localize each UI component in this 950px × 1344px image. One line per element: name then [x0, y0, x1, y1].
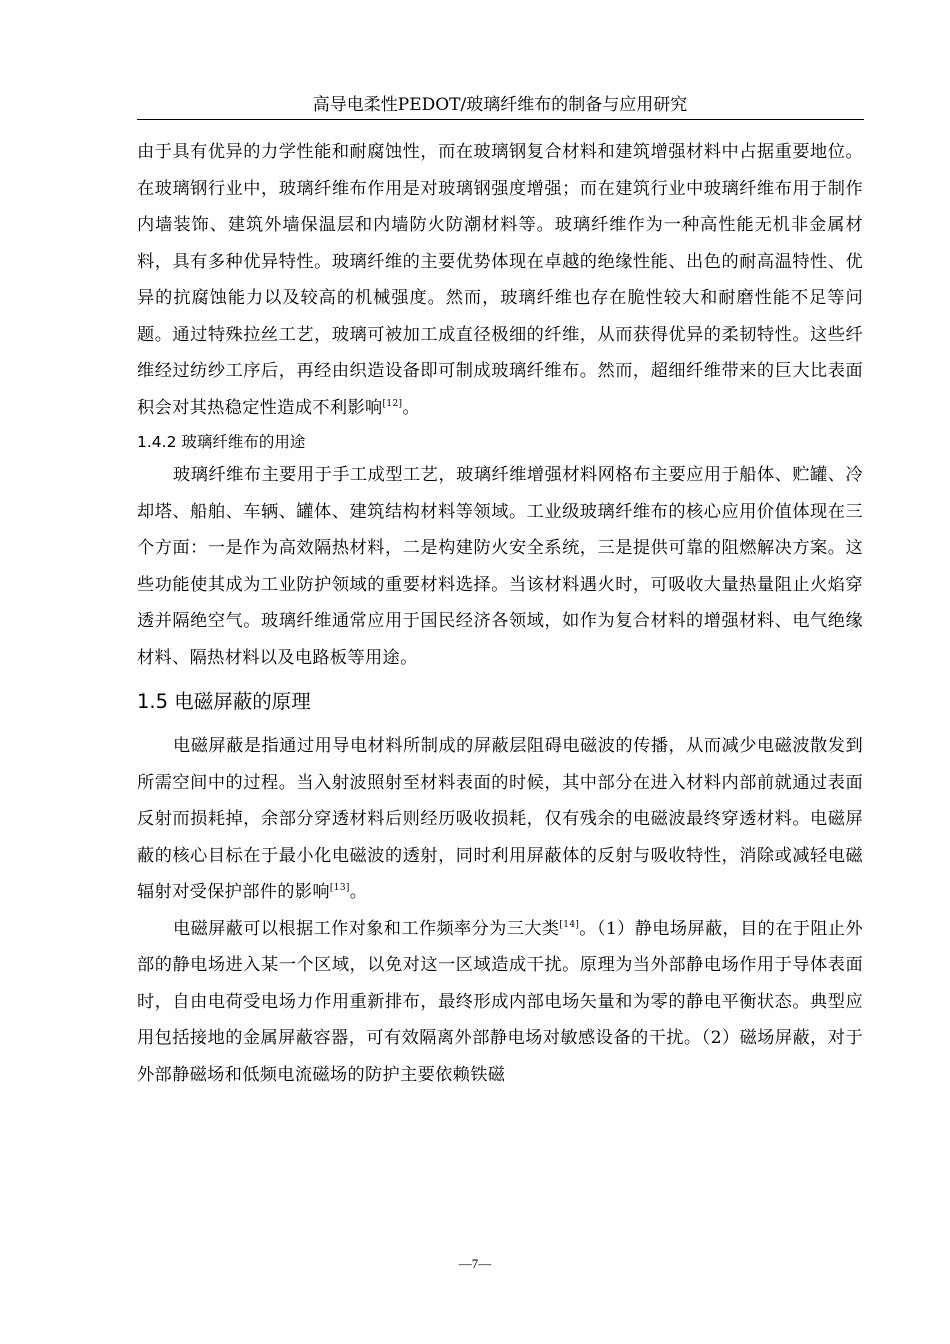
page-number: —7—	[458, 1256, 492, 1271]
paragraph-glass-fiber-properties	[137, 134, 863, 426]
paragraph-shielding-principle	[137, 728, 863, 911]
citation-14: [14]	[559, 919, 580, 930]
body-text	[137, 134, 863, 1093]
section-heading-1-5: 1.5 电磁屏蔽的原理	[137, 690, 311, 713]
paragraph-text: 由于具有优异的力学性能和耐腐蚀性，而在玻璃钢复合材料和建筑增强材料中占据重要地位。在玻璃钢行业中，玻璃纤维布作用是对玻璃钢强度增强；而在建筑行业中玻璃纤维布用于制作内墙装饰、建筑外墙保温层和内墙防火防潮材料等。玻璃纤维作为一种高性能无机非金属材料，具有多种优异特性。玻璃纤维的主要优势体现在卓越的绝缘性能、出色的耐高温特性、优异的抗腐蚀能力以及较高的机械强度。然而，玻璃纤维也存在脆性较大和耐磨性能不足等问题。通过特殊拉丝工艺，玻璃可被加工成直径极细的纤维，从而获得优异的柔韧特性。这些纤维经过纺纱工序后，再经由织造设备即可制成玻璃纤维布。然而，超细纤维带来的巨大比表面积会对其热稳定性造成不利影响	[137, 142, 863, 418]
running-header: 高导电柔性PEDOT/玻璃纤维布的制备与应用研究	[312, 95, 688, 115]
paragraph-end: 。	[402, 397, 420, 418]
paragraph-shielding-types	[137, 911, 863, 1094]
header-rule	[137, 119, 864, 120]
citation-12: [12]	[382, 398, 403, 409]
section-heading-1-4-2: 1.4.2 玻璃纤维布的用途	[137, 433, 306, 451]
paragraph-text: 电磁屏蔽可以根据工作对象和工作频率分为三大类	[173, 918, 560, 939]
paragraph-text-continued: 。（1）静电场屏蔽，目的在于阻止外部的静电场进入某一个区域，以免对这一区域造成干扰。原理为当外部静电场作用于导体表面时，自由电荷受电场力作用重新排布，最终形成内部电场矢量和为零的静电平衡状态。典型应用包括接地的金属屏蔽容器，可有效隔离外部静电场对敏感设备的干扰。（2）磁场屏蔽，对于外部静磁场和低频电流磁场的防护主要依赖铁磁	[137, 918, 864, 1085]
paragraph-text: 电磁屏蔽是指通过用导电材料所制成的屏蔽层阻碍电磁波的传播，从而减少电磁波散发到所需空间中的过程。当入射波照射至材料表面的时候，其中部分在进入材料内部前就通过表面反射而损耗掉，余部分穿透材料后则经历吸收损耗，仅有残余的电磁波最终穿透材料。电磁屏蔽的核心目标在于最小化电磁波的透射，同时利用屏蔽体的反射与吸收特性，消除或减轻电磁辐射对受保护部件的影响	[137, 736, 863, 902]
paragraph-end: 。	[349, 882, 368, 902]
citation-13: [13]	[329, 883, 350, 893]
paragraph-glass-fiber-uses: 玻璃纤维布主要用于手工成型工艺，玻璃纤维增强材料网格布主要应用于船体、贮罐、冷却塔、船舶、车辆、罐体、建筑结构材料等领域。工业级玻璃纤维布的核心应用价值体现在三个方面：一是作为高效隔热材料，二是构建防火安全系统，三是提供可靠的阻燃解决方案。这些功能使其成为工业防护领域的重要材料选择。当该材料遇火时，可吸收大量热量阻止火焰穿透并隔绝空气。玻璃纤维通常应用于国民经济各领域，如作为复合材料的增强材料、电气绝缘材料、隔热材料以及电路板等用途。	[137, 465, 863, 668]
